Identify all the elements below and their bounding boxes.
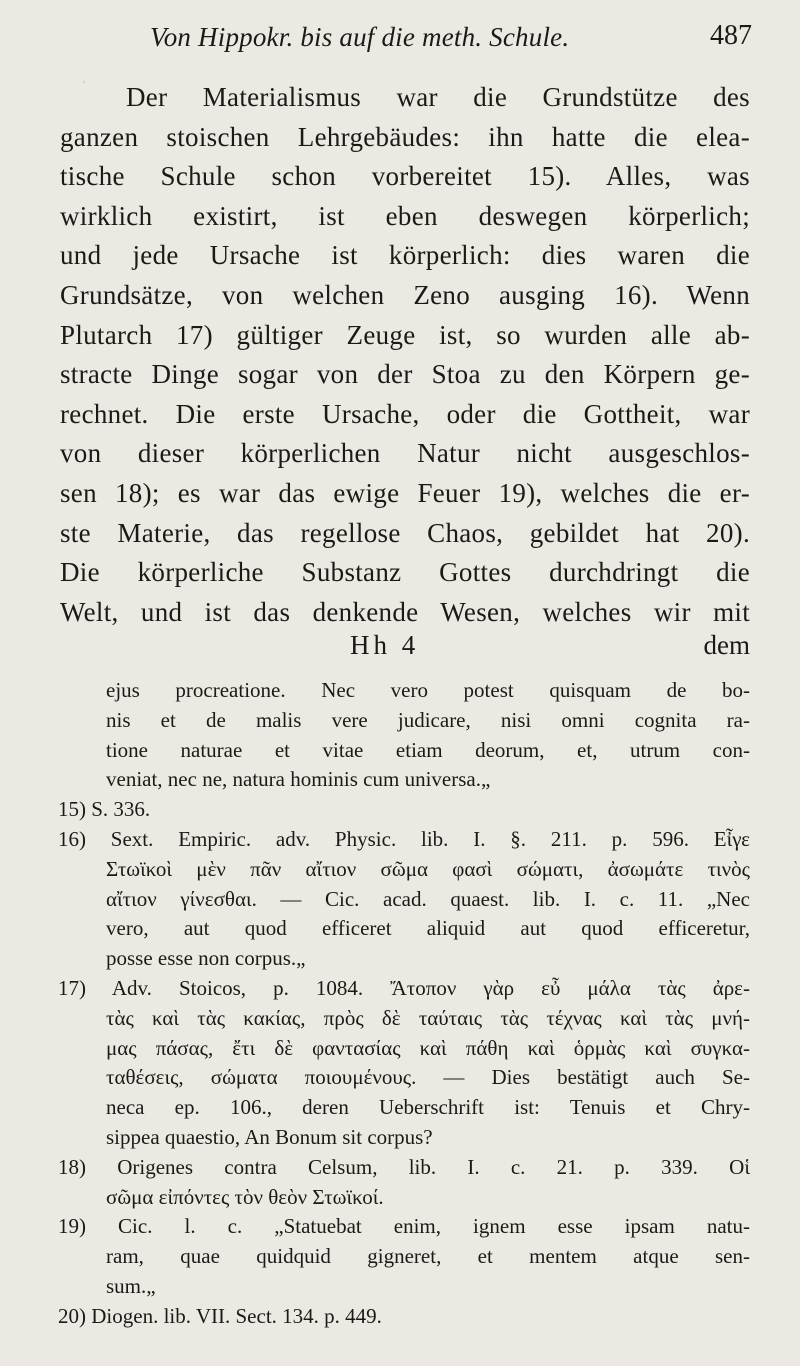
footnote-line: τὰς καὶ τὰς κακίας, πρὸς δὲ ταύταις τὰς τέχνας καὶ τὰς μνή- [106, 1005, 750, 1030]
signature-mark: Hh 4 [350, 630, 420, 660]
main-text [60, 78, 750, 632]
text-line: Plutarch 17) gültiger Zeuge ist, so wurden alle ab- [60, 319, 750, 350]
footnote-line: sum.„ [106, 1273, 156, 1298]
text-line: sen 18); es war das ewige Feuer 19), welches die er- [60, 477, 750, 508]
footnote-line: posse esse non corpus.„ [106, 946, 306, 971]
text-line: wirklich existirt, ist eben deswegen körperlich; [60, 200, 750, 231]
text-line: Grundsätze, von welchen Zeno ausging 16). Wenn [60, 279, 750, 310]
footnote-line: 17) Adv. Stoicos, p. 1084. Ἄτοπον γὰρ εὖ μάλα τὰς ἀρε- [58, 975, 750, 1000]
footnote-line: veniat, nec ne, natura hominis cum universa.„ [106, 767, 491, 792]
footnote-line: Στωϊκοὶ μὲν πᾶν αἴτιον σῶμα φασὶ σώματι, ἀσωμάτε τινὸς [106, 856, 750, 881]
footnote-line: nis et de malis vere judicare, nisi omni cognita ra- [106, 707, 750, 732]
text-line: von dieser körperlichen Natur nicht ausgeschlos- [60, 438, 750, 469]
catchword: dem [703, 630, 750, 660]
footnote-line: 18) Origenes contra Celsum, lib. I. c. 21. p. 339. Οἱ [58, 1154, 750, 1179]
signature-row [60, 630, 750, 670]
footnote-line: neca ep. 106., deren Ueberschrift ist: Tenuis et Chry- [106, 1095, 750, 1120]
text-line: und jede Ursache ist körperlich: dies waren die [60, 240, 750, 271]
footnote-line: αἴτιον γίνεσθαι. — Cic. acad. quaest. lib. I. c. 11. „Nec [106, 886, 750, 911]
text-line: Der Materialismus war die Grundstütze des [126, 82, 750, 112]
text-line: tische Schule schon vorbereitet 15). Alles, was [60, 161, 750, 192]
footnote-line: ejus procreatione. Nec vero potest quisquam de bo- [106, 678, 750, 702]
footnote-line: 16) Sext. Empiric. adv. Physic. lib. I. §. 211. p. 596. Εἶγε [58, 826, 750, 851]
footnote-line: sippea quaestio, An Bonum sit corpus? [106, 1124, 433, 1149]
text-line: rechnet. Die erste Ursache, oder die Gottheit, war [60, 398, 750, 429]
text-line: ste Materie, das regellose Chaos, gebildet hat 20). [60, 517, 750, 548]
text-line: Die körperliche Substanz Gottes durchdringt die [60, 557, 750, 588]
page-number: 487 [710, 20, 752, 51]
footnote-line: tione naturae et vitae etiam deorum, et, utrum con- [106, 737, 750, 762]
footnote-line: ταθέσεις, σώματα ποιουμένους. — Dies bestätigt auch Se- [106, 1065, 750, 1090]
footnote-line: 15) S. 336. [58, 797, 151, 822]
show-through-text: · [80, 70, 88, 96]
footnote-line: vero, aut quod efficeret aliquid aut quod efficeretur, [106, 916, 750, 941]
footnote-line: 20) Diogen. lib. VII. Sect. 134. p. 449. [58, 1303, 382, 1328]
footnotes [58, 676, 750, 1332]
footnote-line: 19) Cic. l. c. „Statuebat enim, ignem esse ipsam natu- [58, 1214, 750, 1239]
text-line: Welt, und ist das denkende Wesen, welches wir mit [60, 596, 750, 627]
running-head: Von Hippokr. bis auf die meth. Schule. [150, 22, 570, 52]
footnote-line: ram, quae quidquid gigneret, et mentem atque sen- [106, 1244, 750, 1269]
footnote-line: μας πάσας, ἔτι δὲ φαντασίας καὶ πάθη καὶ ὁρμὰς καὶ συγκα- [106, 1035, 750, 1060]
text-line: ganzen stoischen Lehrgebäudes: ihn hatte die elea- [60, 121, 750, 152]
page-header [140, 14, 760, 62]
text-line: stracte Dinge sogar von der Stoa zu den Körpern ge- [60, 359, 750, 390]
footnote-line: σῶμα εἰπόντες τὸν θεὸν Στωϊκοί. [106, 1184, 384, 1209]
